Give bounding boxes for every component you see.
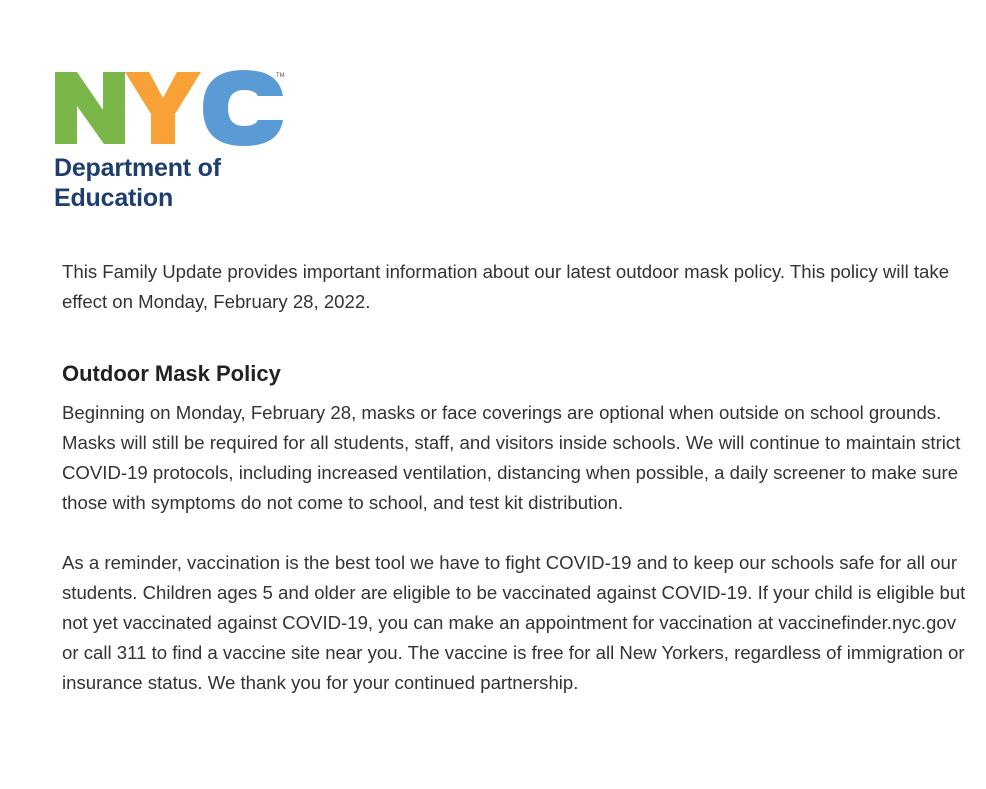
family-update-content	[62, 257, 974, 698]
nyc-doe-logo	[53, 68, 293, 218]
vaccination-paragraph: As a reminder, vaccination is the best tool we have to fight COVID-19 and to keep our schools safe for all our students. Children ages 5 and older are eligible to be vaccinated against COVID-19. If your child is eligible but not yet vaccinated against COVID-19, you can make an appointment for vaccination at vaccinefinder.nyc.gov or call 311 to find a vaccine site near you. The vaccine is free for all New Yorkers, regardless of immigration or insurance status. We thank you for your continued partnership.	[62, 552, 966, 693]
intro-paragraph: This Family Update provides important information about our latest outdoor mask policy. This policy will take effect on Monday, February 28, 2022.	[62, 261, 950, 312]
logo-letter-c	[203, 70, 283, 146]
department-line-1: Department of	[54, 154, 221, 182]
nyc-logo-mark	[53, 68, 289, 148]
section-heading: Outdoor Mask Policy	[62, 361, 281, 386]
department-line-2: Education	[54, 184, 174, 212]
policy-paragraph: Beginning on Monday, February 28, masks or face coverings are optional when outside on school grounds. Masks will still be required for all students, staff, and visitors inside schools. We will continue to maintain strict COVID-19 protocols, including increased ventilation, distancing when possible, a daily screener to make sure those with symptoms do not come to school, and test kit distribution.	[62, 402, 961, 513]
logo-letter-y	[125, 72, 201, 144]
logo-letter-n	[55, 72, 125, 144]
trademark-symbol: TM	[276, 73, 285, 79]
